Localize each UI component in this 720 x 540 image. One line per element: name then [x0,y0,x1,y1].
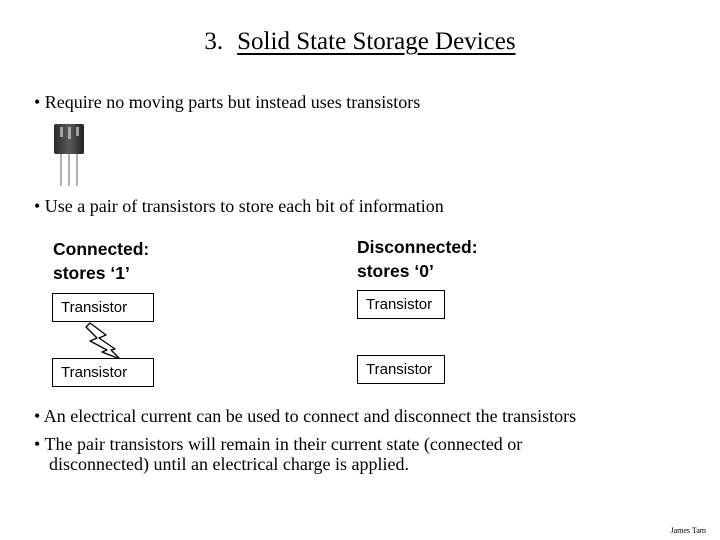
slide-title [0,28,720,56]
disconnected-heading-line1: Disconnected: [357,237,478,257]
title-number: 3. [204,28,224,55]
connected-heading-line1: Connected: [53,239,150,259]
disconnected-transistor-bottom: Transistor [357,355,445,384]
connected-heading-line2: stores ‘1’ [53,263,130,283]
disconnected-transistor-top: Transistor [357,290,445,319]
bullet-pair-of-transistors: • Use a pair of transistors to store each bit of information [34,196,444,216]
author-credit: James Tam [670,526,706,535]
bullet-no-moving-parts: • Require no moving parts but instead uses transistors [34,92,421,112]
connected-transistor-bottom: Transistor [52,358,154,387]
bullet-electrical-current: • An electrical current can be used to connect and disconnect the transistors [34,406,577,426]
connected-transistor-top: Transistor [52,293,154,322]
disconnected-heading [357,235,478,283]
lightning-bolt-icon [84,321,124,361]
bullet-remain-state: • The pair transistors will remain in their current state (connected or [34,434,523,454]
title-text: Solid State Storage Devices [237,28,516,55]
connected-heading [53,237,149,285]
disconnected-heading-line2: stores ‘0’ [357,261,434,281]
bullet-remain-state-continued: disconnected) until an electrical charge is applied. [49,454,410,474]
transistor-image [50,120,88,190]
